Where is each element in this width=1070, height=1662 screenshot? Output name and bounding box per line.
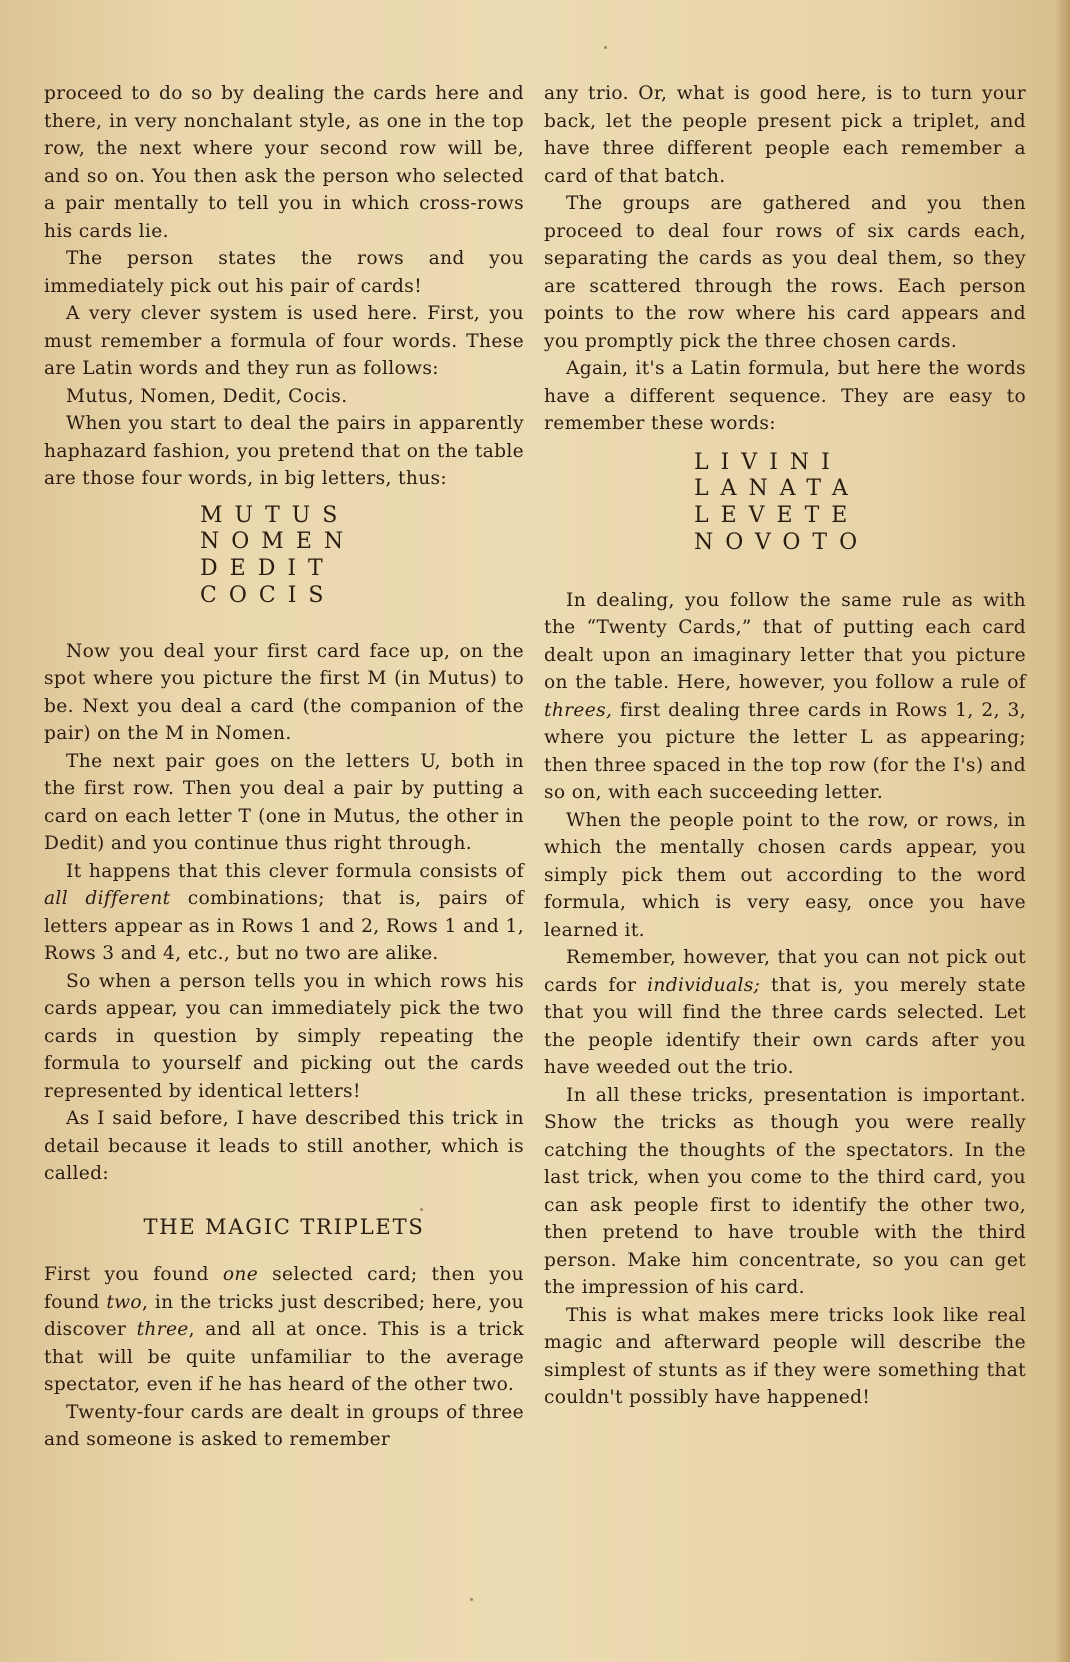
paragraph: It happens that this clever formula consists of all different combinations; that is, pairs of letters appear as in Rows 1 and 2, Rows 1 and 1, Rows 3 and 4, etc., but no two are alike. — [44, 860, 524, 965]
left-column — [44, 80, 524, 1454]
formula-word: DEDIT — [200, 556, 335, 582]
paragraph: The person states the rows and you immediately pick out his pair of cards! — [44, 248, 524, 297]
paragraph: In all these tricks, presentation is important. Show the tricks as though you were really catching the thoughts of the spectators. In the last trick, when you come to the third card, you can ask people first to identify the other two, then pretend to have trouble with the third person. Make him concentrate, so you can get the impression of his card. — [544, 1084, 1026, 1299]
paper-edge-shadow — [1056, 0, 1070, 1662]
formula-word: LIVINI — [694, 449, 842, 475]
formula-word: MUTUS — [200, 502, 350, 528]
formula-word: LEVETE — [694, 503, 860, 529]
formula-word: NOMEN — [200, 529, 356, 555]
paragraph: Now you deal your first card face up, on the spot where you picture the first M (in Mutus) to be. Next you deal a card (the companion of the pair) on the M in Nomen. — [44, 640, 524, 745]
paragraph: The next pair goes on the letters U, both in the first row. Then you deal a pair by putting a card on each letter T (one in Mutus, the other in Dedit) and you continue thus right through. — [44, 750, 524, 855]
paragraph: Again, it's a Latin formula, but here the words have a different sequence. They are easy to remember these words: — [544, 358, 1026, 434]
paper-speck — [604, 46, 607, 49]
latin-formula-triplets — [544, 450, 1026, 557]
paragraph: So when a person tells you in which rows his cards appear, you can immediately pick the two cards in question by simply repeating the formula to yourself and picking out the cards represented by identical letters! — [44, 970, 524, 1102]
paragraph: When you start to deal the pairs in apparently haphazard fashion, you pretend that on the table are those four words, in big letters, thus: — [44, 413, 524, 489]
paragraph: As I said before, I have described this trick in detail because it leads to still another, which is called: — [44, 1108, 524, 1185]
latin-formula-pairs — [44, 503, 524, 610]
paragraph: any trio. Or, what is good here, is to turn your back, let the people present pick a triplet, and have three different people each remember a card of that batch. — [544, 83, 1026, 187]
section-heading: THE MAGIC TRIPLETS — [143, 1214, 425, 1239]
paragraph: The groups are gathered and you then proceed to deal four rows of six cards each, separating the cards as you deal them, so they are scattered through the rows. Each person points to the row where his card appears and you promptly pick the three chosen cards. — [544, 193, 1026, 352]
formula-word: LANATA — [694, 476, 860, 502]
paragraph: This is what makes mere tricks look like real magic and afterward people will describe the simplest of stunts as if they were something that couldn't possibly have happened! — [544, 1304, 1026, 1409]
paragraph: When the people point to the row, or rows, in which the mentally chosen cards appear, you simply pick them out according to the word formula, which is very easy, once you have learned it. — [544, 809, 1026, 941]
right-column — [544, 80, 1026, 1412]
formula-word: COCIS — [200, 582, 336, 608]
paragraph: Twenty-four cards are dealt in groups of three and someone is asked to remember — [44, 1401, 524, 1451]
paragraph: A very clever system is used here. First, you must remember a formula of four words. These are Latin words and they run as follows: — [44, 303, 524, 379]
paragraph: Remember, however, that you can not pick out cards for individuals; that is, you merely state that you will find the three cards selected. Let the people identify their own cards after you have weeded out the trio. — [544, 947, 1026, 1079]
paragraph: Mutus, Nomen, Dedit, Cocis. — [66, 385, 348, 407]
paragraph: First you found one selected card; then you found two, in the tricks just described; here, you discover three, and all at once. This is a trick that will be quite unfamiliar to the average spectator, even if he has heard of the other two. — [44, 1264, 525, 1396]
paragraph: proceed to do so by dealing the cards here and there, in very nonchalant style, as one in the top row, the next where your second row will be, and so on. You then ask the person who selected a pair mentally to tell you in which cross-rows his cards lie. — [44, 83, 524, 242]
paragraph: In dealing, you follow the same rule as with the “Twenty Cards,” that of putting each card dealt upon an imaginary letter that you picture on the table. Here, however, you follow a rule of threes, first dealing three cards in Rows 1, 2, 3, where you picture the letter L as appearing; then three spaced in the top row (for the I's) and so on, with each succeeding letter. — [544, 589, 1026, 804]
formula-word: NOVOTO — [694, 529, 870, 555]
paper-speck — [470, 1598, 473, 1601]
